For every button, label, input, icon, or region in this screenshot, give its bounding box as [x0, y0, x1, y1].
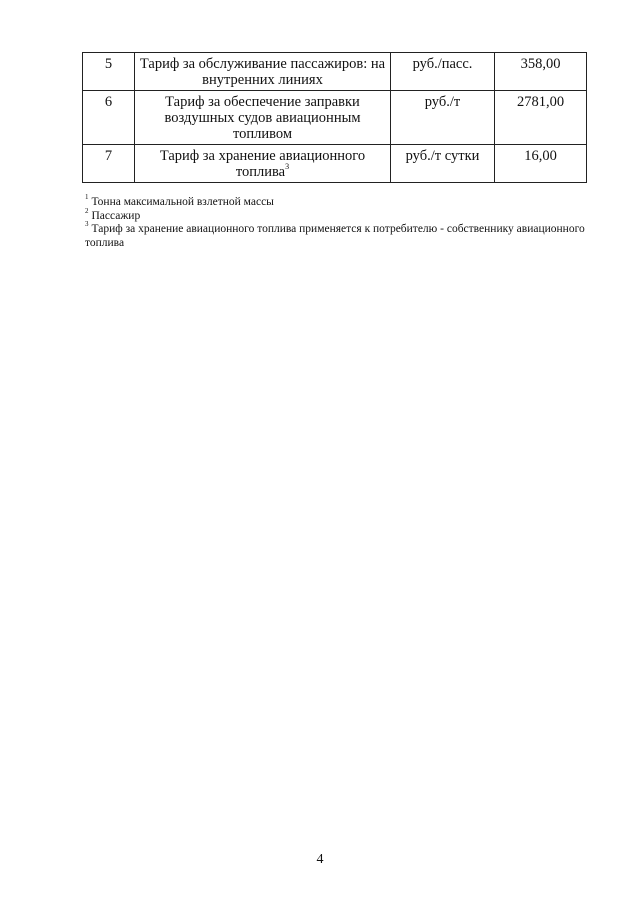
footnote-text: Тариф за хранение авиационного топлива применяется к потребителю - собственнику авиационного топлива — [85, 223, 585, 249]
footnote-text: Пассажир — [91, 209, 141, 222]
footnote-reference: 3 — [285, 162, 290, 172]
tariff-name-text: Тариф за обеспечение заправки воздушных судов авиационным топливом — [164, 94, 361, 142]
footnote — [85, 206, 585, 224]
unit-cell: руб./т — [391, 91, 495, 145]
tariff-name-text: Тариф за обслуживание пассажиров: на внутренних линиях — [139, 56, 386, 88]
table-row — [83, 145, 587, 183]
tariff-name — [135, 145, 391, 183]
tariff-name — [135, 91, 391, 145]
tariff-name — [135, 53, 391, 91]
page-number: 4 — [316, 852, 324, 867]
row-number: 6 — [83, 91, 135, 145]
footnotes — [85, 193, 585, 250]
footnote-mark: 1 — [85, 193, 89, 202]
table-row — [83, 91, 587, 145]
unit-cell: руб./пасс. — [391, 53, 495, 91]
footnote — [85, 220, 585, 250]
unit-cell: руб./т сутки — [391, 145, 495, 183]
table-row — [83, 53, 587, 91]
footnote — [85, 193, 585, 210]
footnote-mark: 2 — [85, 206, 89, 215]
value-cell: 2781,00 — [495, 91, 587, 145]
value-cell: 16,00 — [495, 145, 587, 183]
footnote-text: Тонна максимальной взлетной массы — [91, 196, 274, 208]
row-number: 7 — [83, 145, 135, 183]
tariff-name-text: Тариф за хранение авиационного топлива — [159, 148, 366, 180]
value-cell: 358,00 — [495, 53, 587, 91]
tariff-table — [82, 52, 587, 183]
footnote-mark: 3 — [85, 220, 89, 229]
row-number: 5 — [83, 53, 135, 91]
